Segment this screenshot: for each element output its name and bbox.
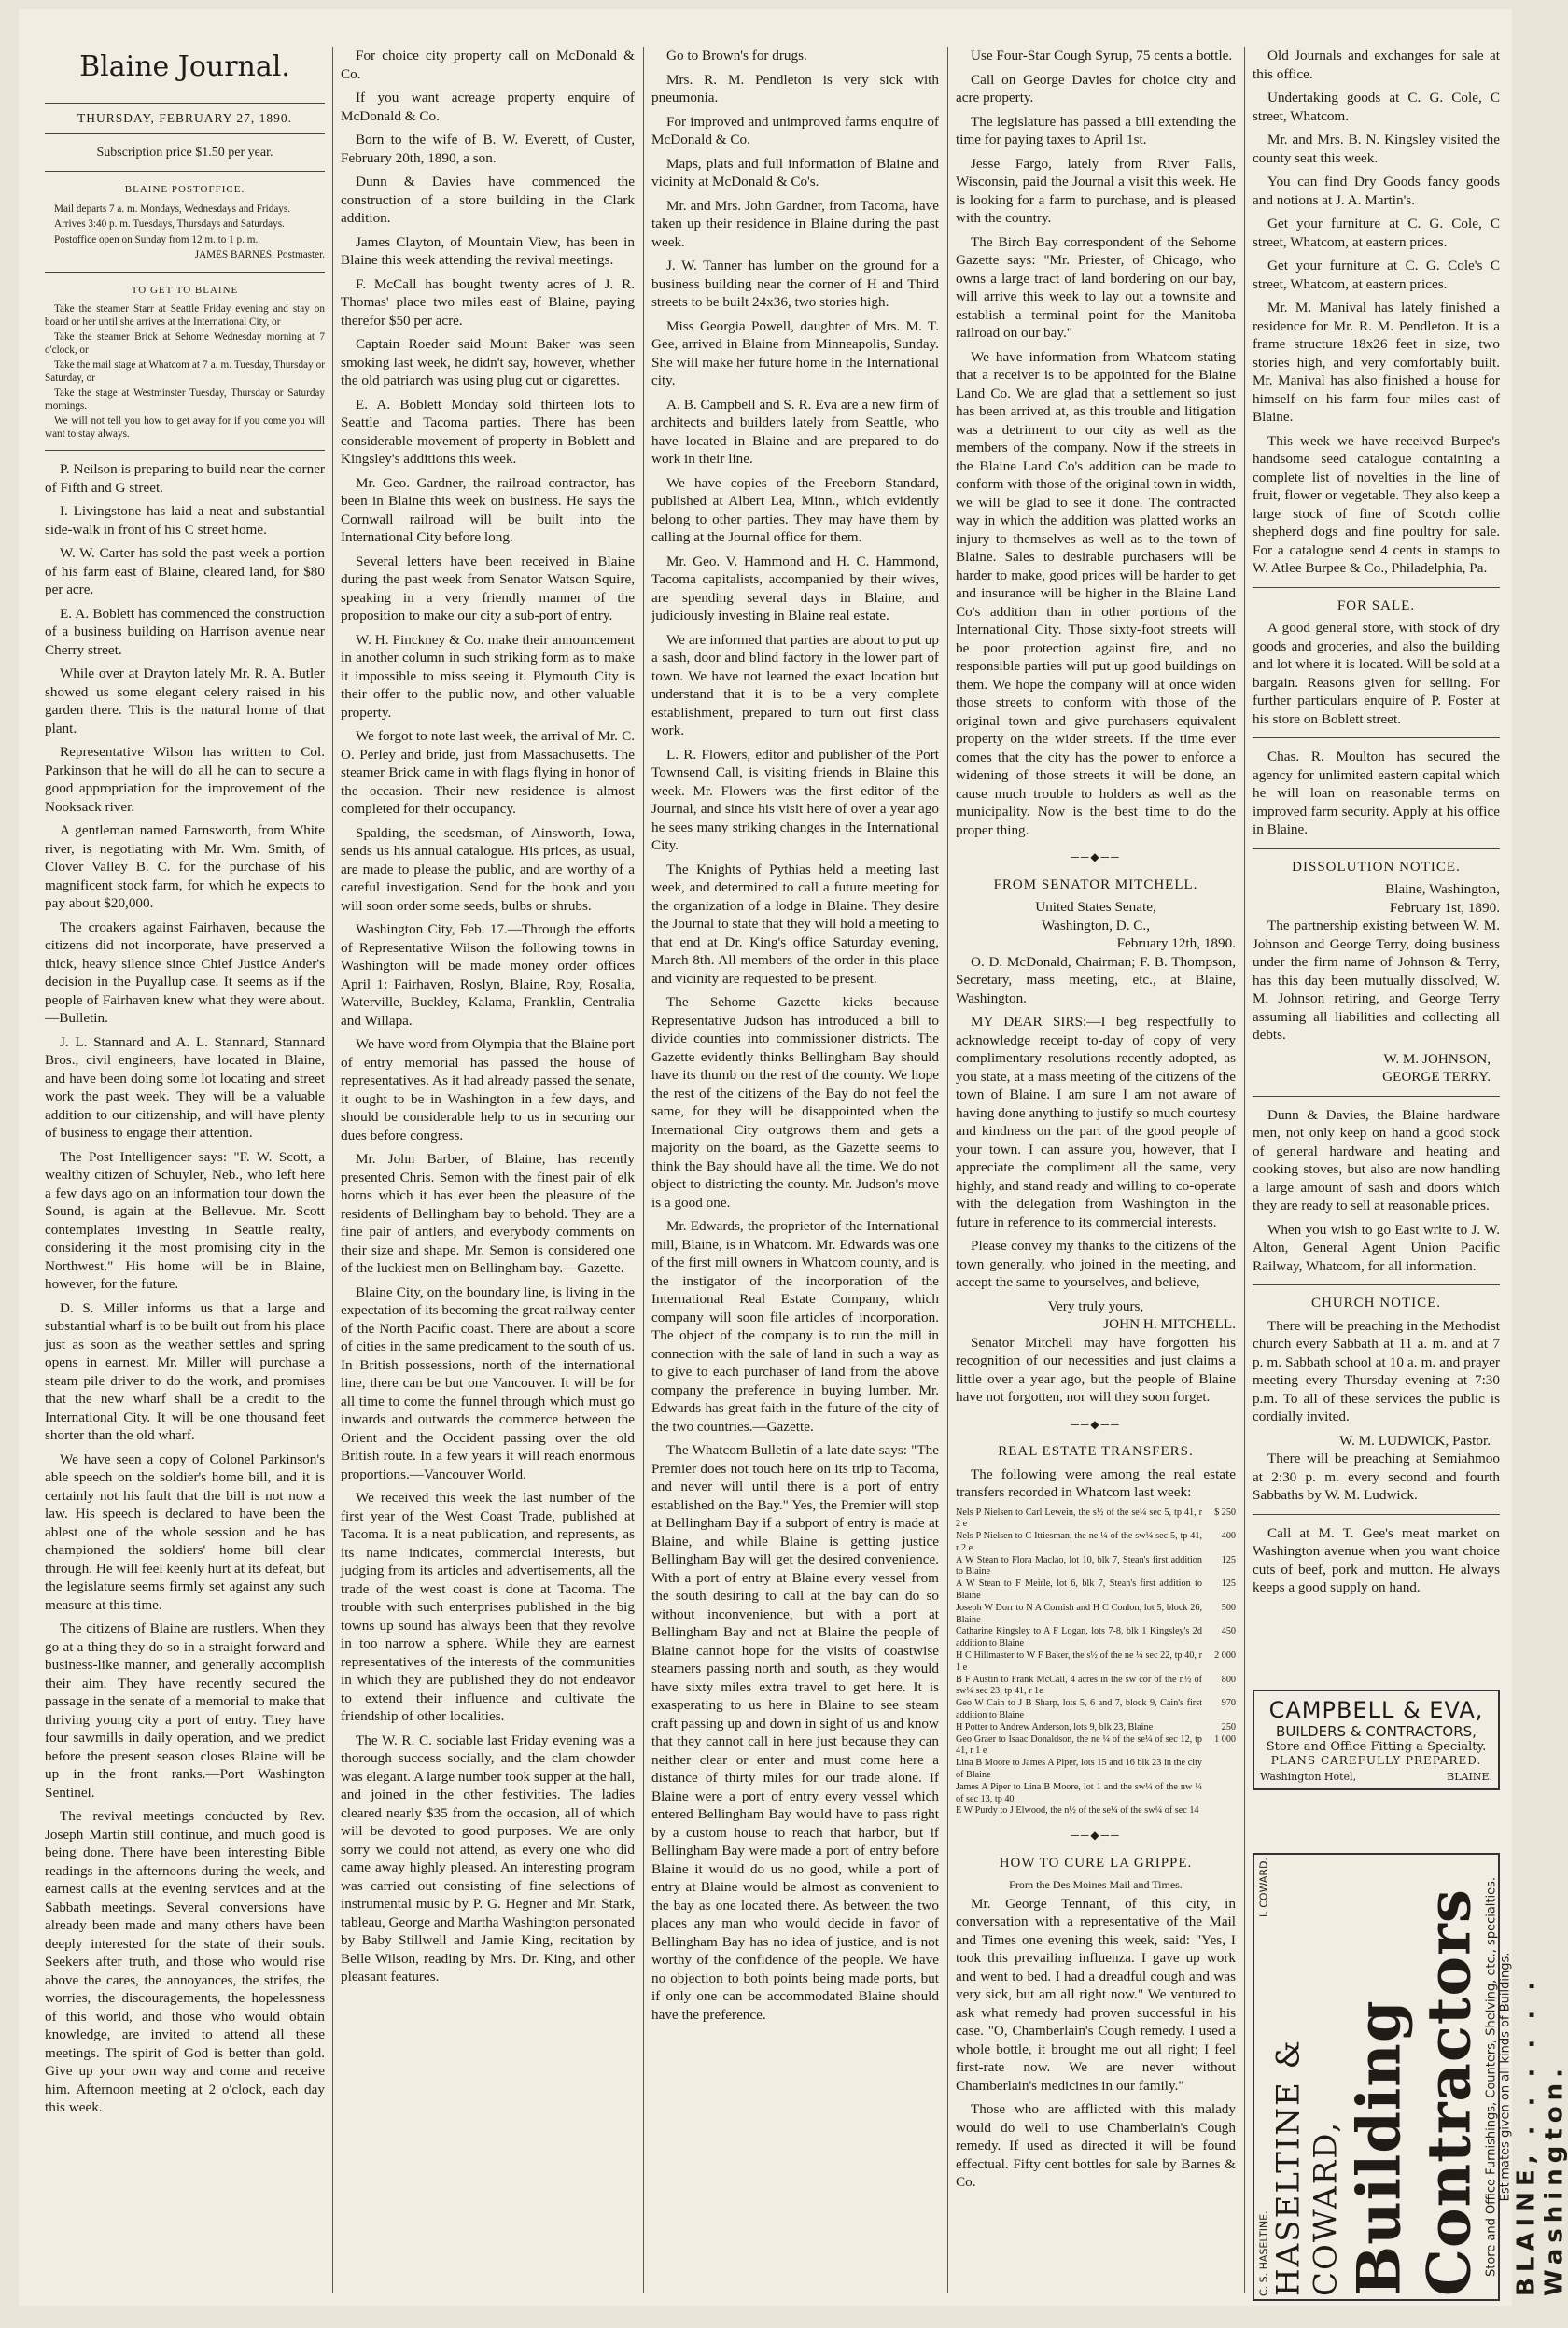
transfer-amount: 250 [1221,1721,1236,1732]
get-to-blaine-box [45,282,325,442]
news-item: We have seen a copy of Colonel Parkinson's able speech on the soldier's home bill, and it is certainly not his fault that the bill is not now a law. His speech is declared to have been the ablest one of the whole session and he has championed the soldiers' home bill clear through. He will feel keenly hurt at its defeat, but the legislature seems firmly set against any such measure at this time. [45,1451,325,1613]
postmaster-signature: JAMES BARNES, Postmaster. [194,249,325,260]
news-item: Dunn & Davies have commenced the construction of a store building in the Clark addition. [341,174,635,226]
news-item: We are informed that parties are about to put up a sash, door and blind factory in the lower part of town. We have not learned the exact location but understand that it is to be a very complete establishment, prepared to turn out first class work. [651,631,939,738]
transfer-amount: $ 250 [1214,1507,1236,1518]
transfer-amount: 125 [1221,1578,1236,1590]
grippe-heading: HOW TO CURE LA GRIPPE. [999,1855,1193,1871]
news-item: The citizens of Blaine are rustlers. When they go at a thing they do so in a straight forward and business-like manner, and generally accomplish their aim. They have recently secured the passage in the senate of a memorial to make that thriving young city a port of entry. They have four sawmills in daily operation, and we predict before the present season closes Blaine will be up in the front ranks.—Port Washington Sentinel. [45,1620,325,1801]
news-item: Miss Georgia Powell, daughter of Mrs. M. T. Gee, arrived in Blaine from Minneapolis, Sunday. She will make her future home in the International city. [651,317,939,388]
dissolution-heading: DISSOLUTION NOTICE. [1292,859,1461,875]
news-item: Mr. John Barber, of Blaine, has recently presented Chris. Semon with the finest pair of elk horns which it has ever been the pleasure of the residents of Bellingham bay to behold. They are a fine pair of antlers, and everybody comments on their size and shape. Mr. Semon is considered one of the luckiest men on Bellingham bay.—Gazette. [341,1151,635,1276]
grippe-body: Mr. George Tennant, of this city, in conversation with a representative of the Mail and Times one evening this week, said: "Yes, I took this prevailing influenza. I gave up work and went to bed. I had a dreadful cough and was very sick, but am all right now." We ventured to ask what remedy had proven successful in his case. "O, Chamberlain's Cough remedy. I used a whole bottle, it brought me out all right; I feel first-rate now. We are never without Chamberlain's medicines in our family." [956,1895,1236,2094]
ad-place: BLAINE, . . . . . . Washington. [1512,1975,1568,2296]
news-item: Jesse Fargo, lately from River Falls, Wisconsin, paid the Journal a visit this week. He is looking for a farm to purchase, and is pleased with the country. [956,155,1236,226]
news-item: A. B. Campbell and S. R. Eva are a new firm of architects and builders lately from Seattle, who have located in Blaine and are prepared to do work in their line. [651,396,939,467]
news-item: We forgot to note last week, the arrival of Mr. C. O. Perley and bride, just from Massachusetts. The steamer Brick came in with flags flying in honor of the occasion. Their new residence is almost completed for their occupancy. [341,728,635,817]
transfer-amount: 1 000 [1214,1733,1236,1745]
transfer-description: B F Austin to Frank McCall, 4 acres in the sw cor of the n½ of sw¼ sec 23, tp 41, r 1e [956,1674,1202,1697]
get-to-blaine-heading: TO GET TO BLAINE [131,284,239,296]
haseltine-coward-ad [1253,1853,1568,2301]
transfer-description: Joseph W Dorr to N A Cornish and H C Conlon, lot 5, block 26, Blaine [956,1602,1202,1625]
letter-place: United States Senate, [1035,899,1156,915]
news-item: The Whatcom Bulletin of a late date says: "The Premier does not touch here on its trip to Tacoma, and never will until there is a port of entry established on the Bay." Yes, the Premier will stop at Bellingham Bay if a subport of entry is made at Blaine, and while Blaine is getting justice Bellingham Bay will get the desired convenience. With a port of entry at Blaine every vessel from the south desiring to call at the bay can do so without inconvenience, but with a port at Bellingham Bay and not at Blaine the people of Blaine cannot hope for the visits of coastwise steamers passing north and south, as they would have sixty miles extra travel to get here. It is exasperating to us here in Blaine to see steam craft passing up and down in sight of us and know that they cannot call in here just because they can neither clear or enter and must come here a distance of thirty miles for our trade alone. If Blaine were a port of entry every vessel which entered Bellingham Bay would have to pass right by a custom house to reach that harbor, but if Bellingham Bay were made a port of entry before Blaine it would do us no good, while a port of entry at Blaine would be almost as convenient to the bay as one located there. As between the two places any man who would decide in favor of Bellingham Bay has no idea of justice, and is not worthy of the confidence of the people. We have no objection to both points being made ports, but if only one can be accommodated Blaine should have the preference. [651,1442,939,2023]
ornament-divider: ──◆── [1071,1829,1121,1843]
ad-line: Store and Office Fitting a Specialty. [1266,1740,1487,1754]
news-item: The Knights of Pythias held a meeting last week, and determined to call a future meeting for the organization of a lodge in Blaine. They desire the Journal to state that they will hold a meeting to that end at Dr. King's office Saturday evening, March 8th. All members of the order in this place and vicinity are requested to be present. [651,861,939,987]
dissolution-signature: W. M. JOHNSON, [1383,1050,1491,1067]
partner-name: I. COWARD. [1257,1858,1269,1917]
ad-footer [1260,1771,1492,1783]
news-item: You can find Dry Goods fancy goods and notions at J. A. Martin's. [1253,174,1500,208]
ad-partners [1257,1858,1269,2296]
transfer-amount: 125 [1221,1554,1236,1565]
transfer-row [956,1531,1236,1555]
news-item: Mr. M. Manival has lately finished a residence for Mr. R. M. Pendleton. It is a frame structure 18x26 feet in size, two stories high, and very comfortably built. Mr. Manival has also finished a house for himself on his farm four miles east of Blaine. [1253,300,1500,425]
transfer-row [956,1675,1236,1699]
news-item: W. W. Carter has sold the past week a portion of his farm east of Blaine, cleared land, for $80 per acre. [45,545,325,597]
news-item: This week we have received Burpee's handsome seed catalogue containing a complete list of novelties in the line of fruit, flower or vegetable. They also keep a large stock of fine of Scotch collie shepherd dogs and fine poultry for sale. For a catalogue send 4 cents in stamps to W. Atlee Burpee & Co., Philadelphia, Pa. [1253,432,1500,576]
postoffice-line: Arrives 3:40 p. m. Tuesdays, Thursdays and Saturdays. [54,218,285,230]
transfer-description: H Potter to Andrew Anderson, lots 9, blk 23, Blaine [956,1721,1154,1732]
newspaper-page [19,9,1568,2306]
news-item: L. R. Flowers, editor and publisher of the Port Townsend Call, is visiting friends in Blaine this week. Mr. Flowers was the first editor of the Journal, and since his visit here of over a year ago he sees many striking changes in the International City. [651,746,939,853]
news-item: We received this week the last number of the first year of the West Coast Trade, published at Tacoma. It is a neat publication, and represents, as its name indicates, commercial interests, but judging from its articles and advertisements, all the trade of the west coast is done at Tacoma. The trouble with such enterprises published in the big towns up sound has always been that they revolve in too narrow a sphere. While they are earnest representatives of the interests of the communities in which they are published they do not endeavor to extend their influence and cultivate the friendship of other localities. [341,1490,635,1724]
transfer-row [956,1758,1236,1782]
divider [45,450,325,451]
column-2 [341,47,635,2296]
news-item: P. Neilson is preparing to build near the corner of Fifth and G street. [45,461,325,496]
news-item: The revival meetings conducted by Rev. Joseph Martin still continue, and much good is being done. There have been interesting Bible readings in the afternoons during the week, and earnest calls at the evening services and at the Sabbath meetings. Several conversions have already been made and many others have been deeply interested for the state of their souls. Seekers after truth, and those who would rise above the cares, the annoyances, the strifes, the worries, the discouragements, the hopelessness of this world, and those who would obtain knowledge, are invited to attend all these meetings. The spirit of God is better than gold. Give up your own way and come and receive him. Afternoon meeting at 2 o'clock, each day this week. [45,1808,325,2115]
dateline: THURSDAY, FEBRUARY 27, 1890. [45,103,325,134]
transfer-amount: 500 [1221,1602,1236,1613]
news-item: If you want acreage property enquire of McDonald & Co. [341,90,635,124]
ad-firm: HASELTINE & COWARD, [1269,2039,1344,2296]
news-item: Go to Brown's for drugs. [666,48,807,63]
news-item: W. H. Pinckney & Co. make their announcement in another column in such striking form as to make it impossible to miss seeing it. Plymouth City is their offer to the public now, and other valuable property. [341,631,635,721]
transfer-description: Nels P Nielsen to Carl Lewein, the s½ of the se¼ sec 5, tp 41, r 2 e [956,1507,1202,1530]
news-item: The legislature has passed a bill extending the time for paying taxes to April 1st. [956,113,1236,147]
mitchell-letter [956,877,1236,1407]
news-item: Blaine City, on the boundary line, is living in the expectation of its becoming the great railway center of the North Pacific coast. There are about a score of cities in the same predicament to the south of us. In British possessions, north of the international line, there can be but one Vancouver. It will be for all time to come the funnel through which must go inwards and outwards the commerce between the Orient and the Occident passing over the old British route. In a few years it will reach enormous proportions.—Vancouver World. [341,1283,636,1482]
letter-place: Washington, D. C., [1041,917,1151,933]
transfers-table [956,1508,1236,1818]
letter-closing: Very truly yours, [1047,1297,1144,1314]
letter-address: O. D. McDonald, Chairman; F. B. Thompson, Secretary, mass meeting, etc., at Blaine, Washington. [956,953,1236,1006]
dissolution-place: Blaine, Washington, [1385,881,1500,897]
divider [45,272,325,273]
get-to-blaine-lines [45,303,325,441]
column-rule [332,47,333,2293]
transfer-row [956,1734,1236,1759]
dissolution-body: The partnership existing between W. M. Johnson and George Terry, doing business under the firm name of Johnson & Terry, has this day been mutually dissolved, W. M. Johnson retiring, and George Terry assuming all liabilities and collecting all debts. [1253,918,1500,1043]
transfer-amount: 400 [1221,1531,1236,1542]
column-5-items [1253,47,1500,578]
news-item: For improved and unimproved farms enquire of McDonald & Co. [651,113,939,147]
transfer-description: Geo W Cain to J B Sharp, lots 5, 6 and 7, block 9, Cain's first addition to Blaine [956,1698,1202,1721]
transfer-amount [1202,1805,1236,1817]
grippe-source: From the Des Moines Mail and Times. [1009,1878,1183,1892]
column-rule [1244,47,1245,2293]
direction-line: Take the steamer Starr at Seattle Friday evening and stay on board or her until she arrives at the International City, or [45,303,325,328]
news-item: We have copies of the Freeborn Standard, published at Albert Lea, Minn., which evidently belong to other parties. They may have them by calling at the Journal office for them. [651,474,939,545]
column-2-items [341,47,635,1986]
news-item: The Birch Bay correspondent of the Sehome Gazette says: "Mr. Priester, of Chicago, who owns a large tract of land bordering on our bay, will arrive this week to lay out a townsite and establish a terminal point for the Manitoba railroad on our bay." [956,233,1236,341]
divider [1253,587,1500,588]
column-4 [956,47,1236,2296]
transfer-description: Catharine Kingsley to A F Logan, lots 7-8, blk 1 Kingsley's 2d addition to Blaine [956,1626,1202,1649]
transfer-row [956,1805,1236,1817]
news-item: Mr. Geo. V. Hammond and H. C. Hammond, Tacoma capitalists, accompanied by their wives, are spending several days in Blaine, and judiciously investing in Blaine real estate. [651,553,939,624]
direction-line: Take the mail stage at Whatcom at 7 a. m. Tuesday, Thursday or Saturday, or [45,359,325,384]
news-item: Mr. and Mrs. B. N. Kingsley visited the county seat this week. [1253,132,1500,166]
transfer-row [956,1782,1236,1806]
transfer-description: E W Purdy to J Elwood, the n½ of the se¼ of the sw¼ of sec 14 [956,1805,1199,1816]
church-heading: CHURCH NOTICE. [1310,1296,1441,1311]
transfer-description: James A Piper to Lina B Moore, lot 1 and the sw¼ of the nw ¼ of sec 13, tp 40 [956,1781,1202,1804]
transfer-row [956,1603,1236,1627]
vertical-ad-content [1257,1858,1568,2296]
column-1 [45,47,325,2296]
postoffice-line: Mail departs 7 a. m. Mondays, Wednesdays and Fridays. [54,203,291,215]
forsale-heading: FOR SALE. [1337,597,1416,613]
church-body: There will be preaching at Semiahmoo at 2:30 p. m. every second and fourth Sabbaths by W. M. Ludwick. [1253,1451,1500,1503]
transfer-description: Lina B Moore to James A Piper, lots 15 and 16 blk 23 in the city of Blaine [956,1758,1202,1781]
news-item: Get your furniture at C. G. Cole's C street, Whatcom, at eastern prices. [1253,258,1500,292]
news-item: We have information from Whatcom stating that a receiver is to be appointed for the Blaine Land Co. We are glad that a settlement so just has been arrived at, as this trouble and litigation was a detriment to our city as well as the members of the company. Now if the streets in the Blaine Land Co's addition can be made to conform with those of the original town in width, we will be glad to see it done. The contracted way in which the addition was platted works an injury to themselves as well as to the town of Blaine. Sales to desirable purchasers will be harder to make, good prices will be harder to get and insurance will be higher in the Blaine Land Co's addition than in other portions of the International City. Those sixty-foot streets will be poor protection against fire, and no responsible parties will put up good buildings on them. We hope the company will at once widen those streets to conform with those of the original town and give purchasers equivalent property on the wider streets. If the time ever comes that the city has the power to enforce a widening of those streets it will be done, an cause much trouble to holders as well as the municipality. Now is the best time to do the proper thing. [956,348,1236,838]
campbell-eva-ad [1253,1690,1500,1790]
news-item: The croakers against Fairhaven, because the citizens did not incorporate, have preserved a thick, heavy silence since Chief Justice Ander's decision in the Puyallup case. It seems as if the people of Fairhaven knew what they were about.—Bulletin. [45,919,325,1026]
news-item: E. A. Boblett has commenced the construction of a business building on Harrison avenue near Cherry street. [45,605,325,658]
news-item: Mr. Edwards, the proprietor of the International mill, Blaine, is in Whatcom. Mr. Edwards was one of the first mill owners in Whatcom county, and is the instigator of the incorporation of the International Real Estate Company, which company will soon file articles of incorporation. The object of the company is to run the mill in connection with the sale of land in such a way as to give to each purchaser of land from the above company the preference in buying lumber. Mr. Edwards has great faith in the future of the city of the two countries.—Gazette. [651,1218,939,1435]
transfer-description: Nels P Nielsen to C Ittiesman, the ne ¼ of the sw¼ sec 5, tp 41, r 2 e [956,1531,1202,1553]
news-item: Representative Wilson has written to Col. Parkinson that he will do all he can to secure a good appropriation for the improvement of the Nooksack river. [45,744,325,815]
letter-body: MY DEAR SIRS:—I beg respectfully to acknowledge receipt to-day of copy of very complimentary resolutions recently adopted, as you state, at a mass meeting of the citizens of the town of Blaine. I am sure I am not aware of having done anything to justify so much courtesy and kindness on the part of the good people of your town. I can assure you, however, that I appreciate the compliment all the same, very highly, and stand ready and willing to co-operate with the delegation from Washington in the future in reference to its commercial interests. [956,1014,1236,1230]
news-item: The Sehome Gazette kicks because Representative Judson has introduced a bill to divide counties into commissioner districts. The Gazette evidently thinks Bellingham Bay should have its thumb on the rest of the county. We hope the rest of the citizens of the Bay do not feel the same, for they will be disappointed when the International City outgrows them and gets a majority on the board, as the Gazette seems to think the Bay should have all the time. We do not object to districting the county. Mr. Judson's move is a good one. [651,994,939,1211]
news-item: I. Livingstone has laid a neat and substantial side-walk in front of his C street home. [45,503,325,538]
transfer-description: Geo Graer to Isaac Donaldson, the ne ¼ of the se¼ of sec 12, tp 41, r 1 e [956,1733,1202,1757]
grippe-article [956,1855,1236,2192]
news-item: While over at Drayton lately Mr. R. A. Butler showed us some elegant celery raised in his garden there. This is the natural home of that plant. [45,666,325,736]
ornament-divider: ──◆── [1071,1417,1121,1431]
news-item: Mr. Geo. Gardner, the railroad contractor, has been in Blaine this week on business. He says the Cornwall railroad will be built into the International City before long. [341,474,635,545]
news-item: Captain Roeder said Mount Baker was seen smoking last week, he didn't say, however, whether the old patriarch was using plug cut or cigarettes. [341,336,635,388]
news-item: The Post Intelligencer says: "F. W. Scott, a wealthy citizen of Schuyler, Neb., who left here a few days ago on an information tour down the Sound, is again at the Bellevue. Mr. Scott contemplates investing in Seattle realty, considering it the most promising city in the Northwest." His home will be in Blaine, however, for the future. [45,1148,325,1292]
divider [1253,737,1500,738]
ad-town: BLAINE. [1447,1771,1492,1783]
postoffice-lines [45,203,325,262]
news-item: Get your furniture at C. G. Cole, C street, Whatcom, at eastern prices. [1253,216,1500,250]
column-rule [643,47,644,2293]
notice-item: Dunn & Davies, the Blaine hardware men, not only keep on hand a good stock of general hardware and heating and cooking stoves, but also are now handling a large amount of sash and doors which they are ready to sell at reasonable prices. [1253,1106,1500,1213]
divider [1253,1284,1500,1285]
news-item: Maps, plats and full information of Blaine and vicinity at McDonald & Co's. [651,155,939,189]
ad-line: BUILDERS & CONTRACTORS, [1276,1723,1477,1740]
transfer-amount: 970 [1221,1698,1236,1709]
letter-comment: Senator Mitchell may have forgotten his recognition of our necessities and just claims a little over a year ago, but the people of Blaine have not forgotten, nor will they soon forget. [956,1334,1236,1405]
dissolution-date: February 1st, 1890. [1389,899,1500,916]
news-item: Call on George Davies for choice city and acre property. [956,71,1236,105]
letter-date: February 12th, 1890. [1116,935,1236,951]
news-item: Undertaking goods at C. G. Cole, C street, Whatcom. [1253,90,1500,124]
direction-line: We will not tell you how to get away for if you come you will want to stay always. [45,415,325,440]
ad-line: PLANS CAREFULLY PREPARED. [1270,1754,1482,1767]
transfer-row [956,1722,1236,1734]
letter-heading: FROM SENATOR MITCHELL. [993,877,1198,892]
church-body: There will be preaching in the Methodist church every Sabbath at 11 a. m. and at 7 p. m. Sabbath school at 10 a. m. and prayer meeting every Thursday evening at 7:30 p.m. To all of these services the public is cordially invited. [1253,1317,1500,1424]
postoffice-line: Postoffice open on Sunday from 12 m. to 1 p. m. [54,233,259,245]
transfer-description: H C Hillmaster to W F Baker, the s½ of the ne ¼ sec 22, tp 40, r 1 e [956,1650,1202,1673]
postoffice-heading: BLAINE POSTOFFICE. [124,184,245,195]
news-item: J. L. Stannard and A. L. Stannard, Stannard Bros., civil engineers, have located in Blaine, and have been doing some lot locating and street work the past week. They will be a valuable addition to our citizenship, and will have plenty of business to engage their attention. [45,1033,325,1141]
column-rule [947,47,948,2293]
news-item: Mr. and Mrs. John Gardner, from Tacoma, have taken up their residence in Blaine during the past week. [651,197,939,250]
partner-name: C. S. HASELTINE. [1257,2210,1269,2296]
column-3-items [651,47,939,2024]
letter-signature: JOHN H. MITCHELL. [1103,1316,1236,1332]
news-item: We have word from Olympia that the Blaine port of entry memorial has passed the house of representatives. As it had already passed the senate, it ought to be in Washington in a few days, and should be considerable help to us in securing our dues before congress. [341,1036,635,1143]
divider [1253,1096,1500,1097]
ornament-divider: ──◆── [1071,850,1121,863]
church-signature: W. M. LUDWICK, Pastor. [1339,1432,1491,1449]
transfer-description: A W Stean to Flora Maclao, lot 10, blk 7, Stean's first addition to Blaine [956,1554,1202,1578]
transfer-amount [1202,1782,1236,1806]
transfer-description: A W Stean to F Meirle, lot 6, blk 7, Stean's first addition to Blaine [956,1578,1202,1602]
news-item: Old Journals and exchanges for sale at this office. [1253,48,1500,82]
news-item: E. A. Boblett Monday sold thirteen lots to Seattle and Tacoma parties. There has been considerable movement of property in Boblett and Kingsley's additions this week. [341,396,635,467]
transfer-row [956,1626,1236,1650]
grippe-body: Those who are afflicted with this malady would do well to use Chamberlain's Cough remedy. If used as directed it will be found effectual. Fifty cent bottles for sale by Barnes & Co. [956,2101,1236,2191]
column-3 [651,47,939,2296]
gee-notice: Call at M. T. Gee's meat market on Washington avenue when you want choice cuts of beef, pork and mutton. He always keeps a good supply on hand. [1253,1524,1500,1595]
news-item: James Clayton, of Mountain View, has been in Blaine this week attending the revival meetings. [341,233,635,268]
transfer-amount: 2 000 [1214,1650,1236,1662]
column-5-notices [1253,1106,1500,1276]
transfer-row [956,1698,1236,1722]
news-item: Use Four-Star Cough Syrup, 75 cents a bottle. [971,48,1233,63]
news-item: Mrs. R. M. Pendleton is very sick with pneumonia. [651,71,939,105]
dissolution-signature: GEORGE TERRY. [1382,1069,1491,1085]
news-item: Spalding, the seedsman, of Ainsworth, Iowa, sends us his annual catalogue. His prices, as usual, are made to please the public, and are worthy of a careful investigation. Send for the book and you will soon order some seeds, bulbs or shrubs. [341,824,635,914]
divider [1253,848,1500,849]
subscription-price: Subscription price $1.50 per year. [45,140,325,173]
moulton-notice: Chas. R. Moulton has secured the agency for unlimited eastern capital which he will loan on reasonable terms on improved farm security. Apply at his office in Blaine. [1253,749,1500,837]
transfer-row [956,1555,1236,1579]
letter-body: Please convey my thanks to the citizens of the town generally, who joined in the meeting, and accept the same to yourselves, and believe, [956,1238,1236,1290]
transfer-row [956,1650,1236,1675]
ad-line: Store and Office Furnishings, Counters, Shelving, etc., specialties. [1484,1876,1498,2278]
news-item: J. W. Tanner has lumber on the ground for a business building near the corner of H and Third streets to be built 24x36, two stories high. [651,258,939,310]
direction-line: Take the stage at Westminster Tuesday, Thursday or Saturday mornings. [45,387,325,412]
news-item: D. S. Miller informs us that a large and substantial wharf is to be built out from his place just as soon as the weather settles and spring opens in earnest. Mr. Miller will purchase a steam pile driver to do the work, and promises that the new wharf shall be a credit to the International City. It will be one thousand feet shorter than the old wharf. [45,1299,325,1443]
transfers-heading: REAL ESTATE TRANSFERS. [998,1444,1194,1459]
masthead: Blaine Journal. [79,50,290,83]
transfer-row [956,1578,1236,1603]
transfers-intro: The following were among the real estate transfers recorded in Whatcom last week: [956,1466,1236,1500]
postoffice-box [45,181,325,262]
news-item: A gentleman named Farnsworth, from White river, is negotiating with Mr. Wm. Smith, of Clover Valley B. C. for the purchase of his magnificent stock farm, for which he expects to pay about $20,000. [45,822,325,911]
direction-line: Take the steamer Brick at Sehome Wednesday morning at 7 o'clock, or [45,331,325,356]
ad-line: Estimates given on all kinds of Buildings. [1498,1952,1512,2202]
real-estate-transfers [956,1443,1236,1817]
news-item: F. McCall has bought twenty acres of J. R. Thomas' place two miles east of Blaine, paying therefor $50 per acre. [341,275,635,329]
notice-item: When you wish to go East write to J. W. Alton, General Agent Union Pacific Railway, Whatcom, for all information. [1253,1221,1500,1274]
transfer-amount [1202,1758,1236,1782]
transfer-amount: 800 [1221,1674,1236,1685]
news-item: Washington City, Feb. 17.—Through the efforts of Representative Wilson the following towns in Washington will be made money order offices April 1: Fairhaven, Roslyn, Blaine, Roy, Rosalia, Waterville, Buckley, Kalama, Franklin, Centralia and Willapa. [341,921,635,1029]
column-1-items [45,460,325,2117]
news-item: For choice city property call on McDonald & Co. [341,48,635,82]
column-5 [1253,47,1500,1830]
ad-big-title: Building Contractors [1344,1888,1484,2296]
column-4-items [956,47,1236,839]
news-item: The W. R. C. sociable last Friday evening was a thorough success socially, and the clam chowder was elegant. A large number took supper at the hall, and joined in the other festivities. The ladies cleared nearly $35 from the occasion, all of which will be devoted to good purposes. We are only sorry we could not attend, as every one who did came away highly pleased. An interesting program was carried out consisting of fine selections of instrumental music by P. G. Hegner and Mr. Stark, tableau, George and Martha Washington personated by Baby Stillwell and Jamie King, recitation by Belle Wilson, reading by Mrs. Dr. King, and other pleasant features. [341,1732,635,1984]
transfer-amount: 450 [1221,1626,1236,1637]
transfer-row [956,1508,1236,1532]
divider [1253,1514,1500,1515]
ad-title: CAMPBELL & EVA, [1268,1697,1484,1723]
news-item: Several letters have been received in Blaine during the past week from Senator Watson Squire, speaking in a very friendly manner of the proposition to make our city a sub-port of entry. [341,553,635,624]
news-item: Born to the wife of B. W. Everett, of Custer, February 20th, 1890, a son. [341,132,635,166]
forsale-body: A good general store, with stock of dry goods and groceries, and also the building and lot where it is located. Will be sold at a bargain. Reasons given for selling. For further particulars enquire of P. Foster at his store on Boblett street. [1253,620,1500,727]
ad-address: Washington Hotel, [1260,1771,1357,1783]
